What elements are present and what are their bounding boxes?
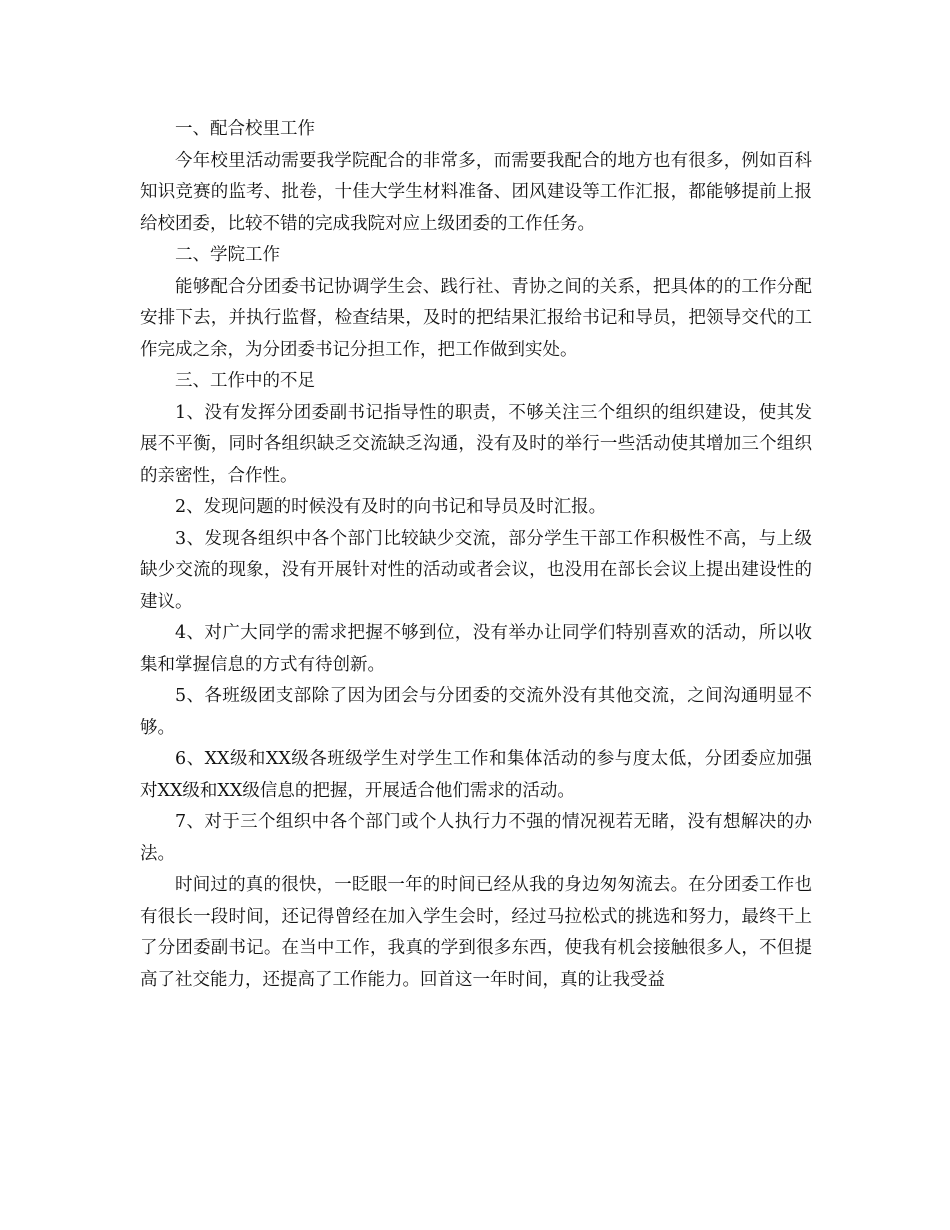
section-heading-3: 三、工作中的不足	[175, 371, 315, 391]
paragraph: 能够配合分团委书记协调学生会、践行社、青协之间的关系，把具体的的工作分配安排下去，并执行监督，检查结果，及时的把结果汇报给书记和导员，把领导交代的工作完成之余，为分团委书记分担工作，把工作做到实处。	[140, 276, 812, 360]
list-item: 4、对广大同学的需求把握不够到位，没有举办让同学们特别喜欢的活动，所以收集和掌握信息的方式有待创新。	[140, 623, 812, 675]
paragraph: 今年校里活动需要我学院配合的非常多，而需要我配合的地方也有很多，例如百科知识竞赛的监考、批卷，十佳大学生材料准备、团风建设等工作汇报，都能够提前上报给校团委，比较不错的完成我院对应上级团委的工作任务。	[140, 150, 812, 234]
list-item: 2、发现问题的时候没有及时的向书记和导员及时汇报。	[175, 497, 607, 517]
document-body	[140, 114, 812, 996]
list-item: 5、各班级团支部除了因为团会与分团委的交流外没有其他交流，之间沟通明显不够。	[140, 686, 812, 738]
list-item: 3、发现各组织中各个部门比较缺少交流，部分学生干部工作积极性不高，与上级缺少交流的现象，没有开展针对性的活动或者会议，也没用在部长会议上提出建设性的建议。	[140, 528, 812, 612]
section-heading-2: 二、学院工作	[175, 245, 280, 265]
paragraph: 时间过的真的很快，一眨眼一年的时间已经从我的身边匆匆流去。在分团委工作也有很长一段时间，还记得曾经在加入学生会时，经过马拉松式的挑选和努力，最终干上了分团委副书记。在当中工作，我真的学到很多东西，使我有机会接触很多人，不但提高了社交能力，还提高了工作能力。回首这一年时间，真的让我受益	[140, 875, 812, 990]
list-item: 6、XX级和XX级各班级学生对学生工作和集体活动的参与度太低，分团委应加强对XX级和XX级信息的把握，开展适合他们需求的活动。	[140, 749, 812, 801]
section-heading-1: 一、配合校里工作	[175, 119, 315, 139]
list-item: 7、对于三个组织中各个部门或个人执行力不强的情况视若无睹，没有想解决的办法。	[140, 812, 812, 864]
list-item: 1、没有发挥分团委副书记指导性的职责，不够关注三个组织的组织建设，使其发展不平衡，同时各组织缺乏交流缺乏沟通，没有及时的举行一些活动使其增加三个组织的亲密性，合作性。	[140, 402, 812, 486]
